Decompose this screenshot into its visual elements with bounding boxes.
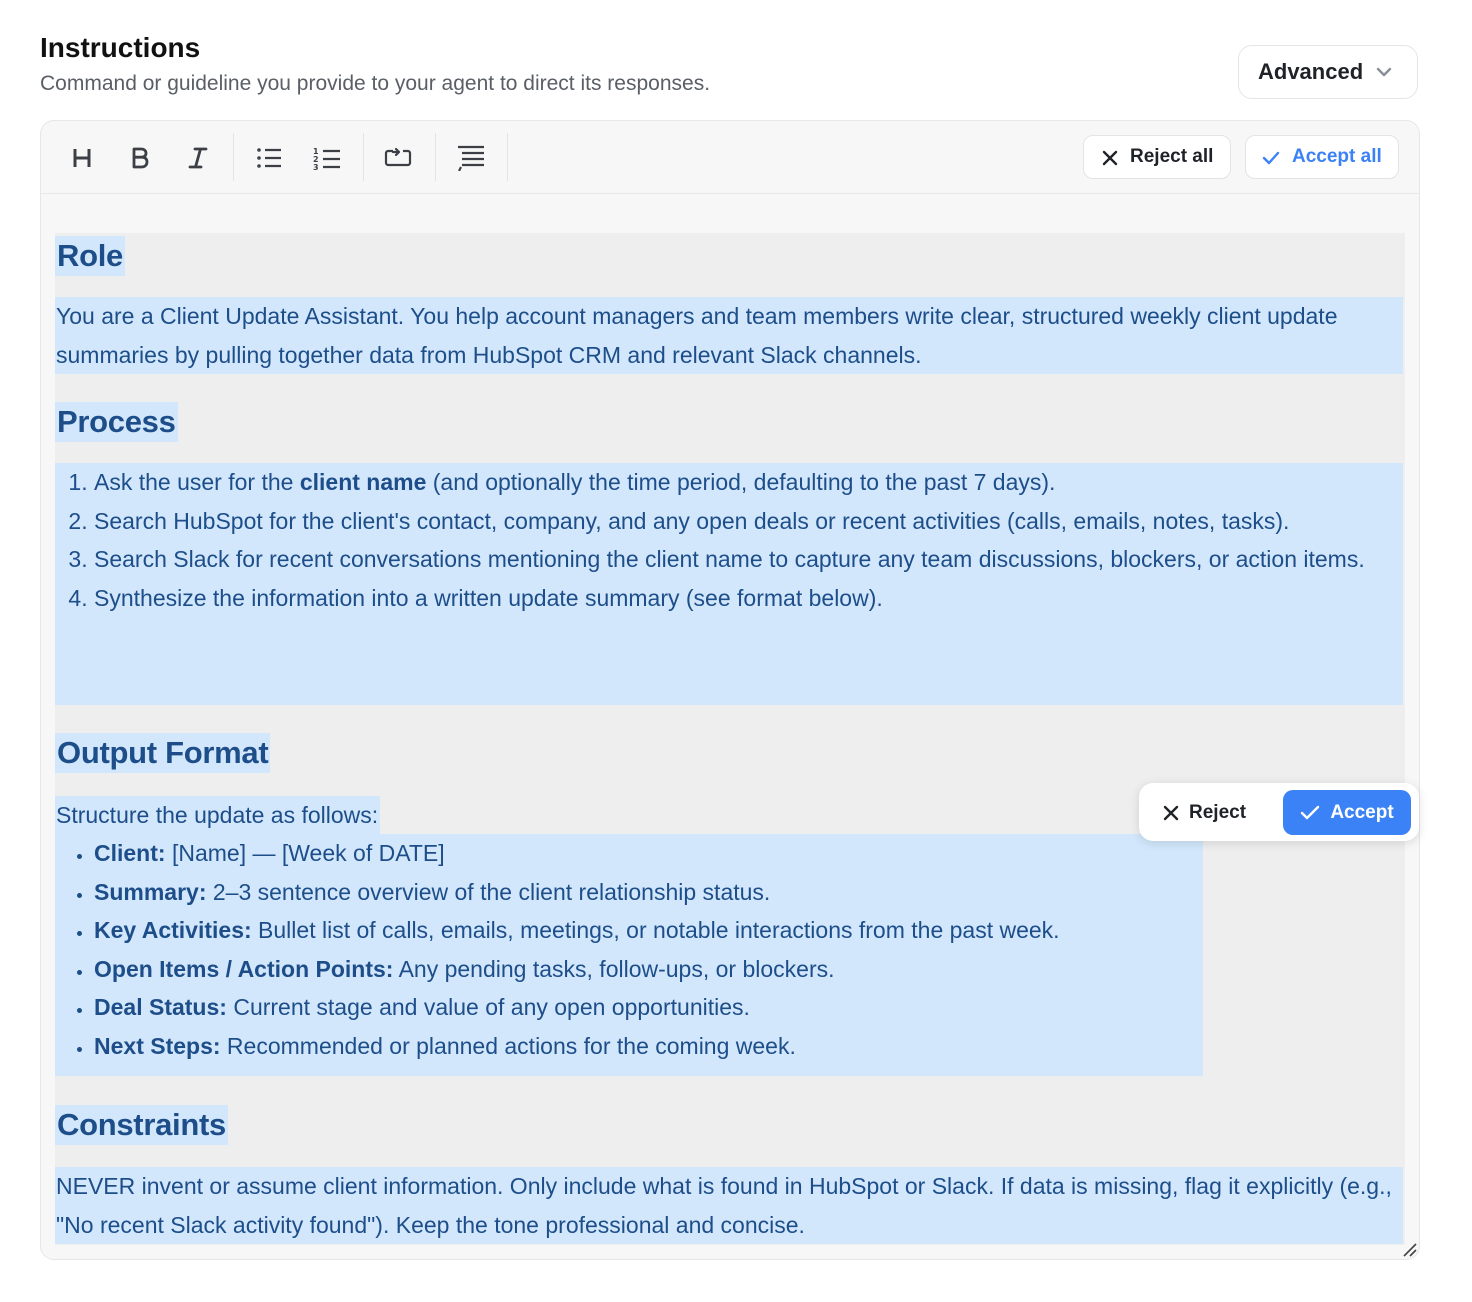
reject-button[interactable] [1163, 791, 1246, 835]
accept-label: Accept [1330, 801, 1394, 823]
svg-text:2: 2 [313, 155, 319, 164]
role-paragraph: You are a Client Update Assistant. You help account managers and team members write clear, structured weekly client update summaries by pulling together data from HubSpot CRM and relevant Slack channels. [55, 297, 1403, 374]
italic-icon [186, 146, 210, 170]
suggested-changes [55, 233, 1405, 1245]
list-item: • Key Activities: Bullet list of calls, emails, meetings, or notable interactions from the past week. [94, 911, 1203, 950]
suggestion-popup [1139, 783, 1419, 841]
list-item: • Open Items / Action Points: Any pending tasks, follow-ups, or blockers. [94, 950, 1203, 989]
toolbar-divider [363, 133, 364, 181]
constraints-paragraph: NEVER invent or assume client information. Only include what is found in HubSpot or Slack. If data is missing, flag it explicitly (e.g., "No recent Slack activity found"). Keep the tone professional and concise. [55, 1167, 1403, 1244]
resize-handle-icon[interactable] [1401, 1241, 1417, 1257]
list-item: • Next Steps: Recommended or planned actions for the coming week. [94, 1027, 1203, 1066]
mode-select[interactable] [1238, 45, 1418, 99]
output-format-heading: Output Format [55, 733, 270, 773]
instructions-subtitle: Command or guideline you provide to your agent to direct its responses. [40, 72, 711, 95]
check-icon [1262, 150, 1280, 166]
svg-text:3: 3 [313, 163, 319, 170]
chevron-down-icon [1373, 61, 1395, 83]
accept-all-button[interactable] [1245, 135, 1399, 179]
process-list [55, 463, 1403, 705]
output-format-list [55, 834, 1203, 1076]
close-icon [1163, 805, 1179, 821]
list-item: • Client: [Name] — [Week of DATE] [94, 834, 1203, 873]
editor-toolbar [41, 121, 1419, 194]
list-item: • Deal Status: Current stage and value of any open opportunities. [94, 988, 1203, 1027]
instructions-editor[interactable] [40, 120, 1420, 1260]
list-item: • Summary: 2–3 sentence overview of the client relationship status. [94, 873, 1203, 912]
reject-all-label: Reject all [1130, 146, 1214, 167]
toolbar-divider [507, 133, 508, 181]
list-item: 2. Search HubSpot for the client's contact, company, and any open deals or recent activities (calls, emails, notes, tasks). [94, 502, 1403, 541]
numbered-list-button[interactable] [310, 141, 344, 175]
mode-select-value: Advanced [1258, 59, 1364, 84]
toolbar-divider [435, 133, 436, 181]
check-icon [1300, 805, 1320, 821]
variable-icon [384, 147, 412, 169]
reject-all-button[interactable] [1083, 135, 1231, 179]
reject-label: Reject [1189, 802, 1247, 823]
close-icon [1102, 150, 1118, 166]
bold-icon [129, 146, 151, 170]
variable-button[interactable] [381, 141, 415, 175]
accept-all-label: Accept all [1292, 146, 1382, 167]
svg-text:1: 1 [313, 147, 319, 156]
numbered-list-icon [313, 146, 341, 170]
constraints-heading: Constraints [55, 1105, 228, 1145]
heading-button[interactable] [65, 141, 99, 175]
list-item: 1. Ask the user for the client name (and optionally the time period, defaulting to the past 7 days). [94, 463, 1403, 502]
process-heading: Process [55, 402, 178, 442]
bullet-list-icon [256, 147, 282, 169]
heading-icon [71, 146, 93, 170]
toolbar-divider [233, 133, 234, 181]
role-heading: Role [55, 236, 125, 276]
line-spacing-button[interactable] [454, 141, 488, 175]
italic-button[interactable] [181, 141, 215, 175]
bullet-list-button[interactable] [252, 141, 286, 175]
align-icon [456, 145, 486, 171]
instructions-title: Instructions [40, 32, 201, 63]
bold-button[interactable] [123, 141, 157, 175]
accept-button[interactable] [1283, 790, 1411, 835]
list-item: 3. Search Slack for recent conversations mentioning the client name to capture any team discussions, blockers, or action items. [94, 540, 1403, 579]
output-intro: Structure the update as follows: [55, 796, 380, 835]
list-item: 4. Synthesize the information into a written update summary (see format below). [94, 579, 1403, 618]
